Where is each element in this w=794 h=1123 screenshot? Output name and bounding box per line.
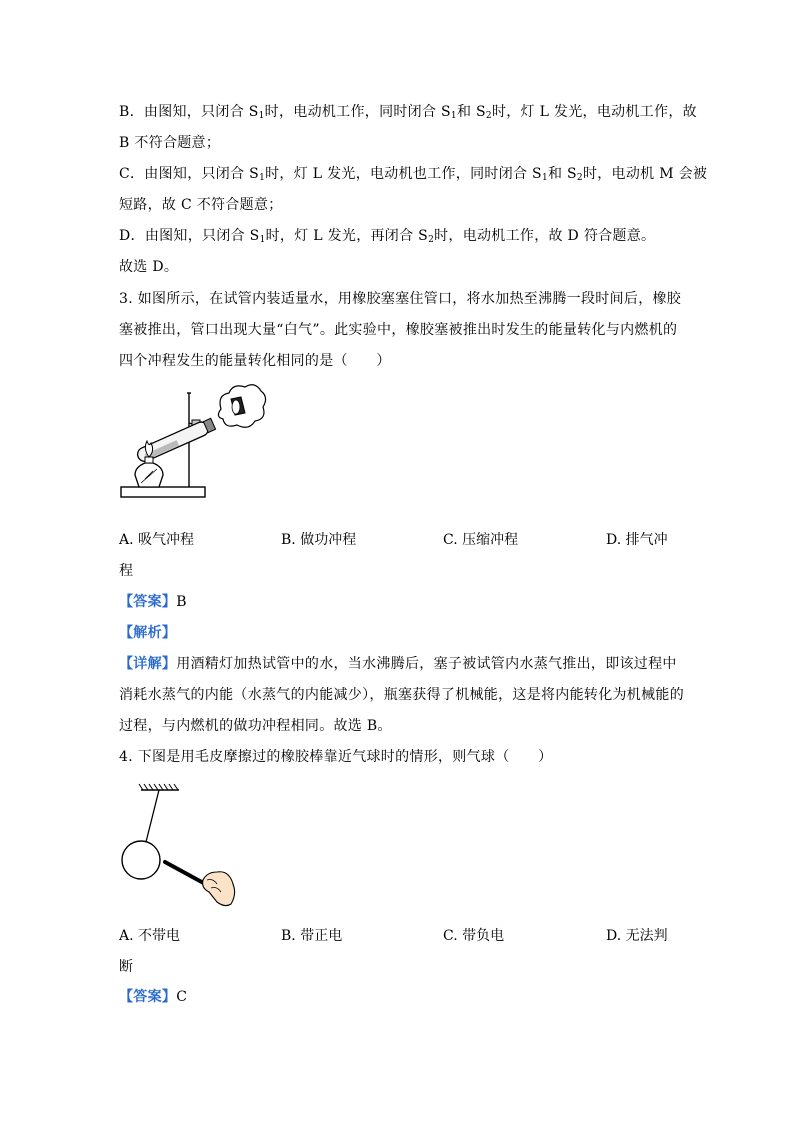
q3-option-d[interactable]: D. 排气冲 bbox=[606, 532, 668, 548]
stand-base bbox=[121, 487, 205, 497]
q3-option-a[interactable]: A. 吸气冲程 bbox=[119, 532, 195, 548]
q3-stem-line1: 3. 如图所示，在试管内装适量水，用橡胶塞塞住管口，将水加热至沸腾一段时间后，橡胶 bbox=[119, 291, 682, 307]
q3-answer bbox=[119, 592, 187, 612]
option-d-explanation-line: D．由图知，只闭合 $S_1$时，灯 L 发光，再闭合 $S_2$时，电动机工作，故 D 符合题意。 bbox=[119, 228, 656, 245]
q3-detail-line3: 过程，与内燃机的做功冲程相同。故选 B。 bbox=[119, 718, 392, 734]
q3-analysis-label: 【解析】 bbox=[119, 625, 177, 641]
q3-stem-line2: 塞被推出，管口出现大量“白气”。此实验中，橡胶塞被推出时发生的能量转化与内燃机的 bbox=[119, 322, 678, 338]
q4-option-c[interactable]: C. 带负电 bbox=[443, 928, 505, 944]
q4-option-d-wrap: 断 bbox=[119, 959, 134, 975]
option-c-explanation-line1: C．由图知，只闭合 $S_1$时，灯 L 发光，电动机也工作，同时闭合 $S_1$和 $S_2$时，电动机 M 会被 bbox=[119, 166, 708, 183]
q3-stem-line3: 四个冲程发生的能量转化相同的是（ ） bbox=[119, 353, 391, 369]
option-b-explanation-line2: B 不符合题意； bbox=[119, 135, 221, 151]
q4-option-d[interactable]: D. 无法判 bbox=[606, 928, 668, 944]
answer-label: 【答案】 bbox=[119, 594, 177, 610]
answer-value: B bbox=[176, 594, 187, 610]
balloon bbox=[122, 841, 160, 879]
q3-detail-line2: 消耗水蒸气的内能（水蒸气的内能减少），瓶塞获得了机械能，这是将内能转化为机械能的 bbox=[119, 687, 684, 703]
ceiling bbox=[139, 784, 179, 790]
answer-value: C bbox=[176, 989, 188, 1005]
option-c-explanation-line2: 短路，故 C 不符合题意； bbox=[119, 197, 283, 213]
q3-detail-line1: 【详解】用酒精灯加热试管中的水，当水沸腾后，塞子被试管内水蒸气推出，即该过程中 bbox=[119, 656, 677, 672]
q3-option-d-wrap: 程 bbox=[119, 563, 134, 579]
string bbox=[146, 790, 159, 842]
conclusion-line: 故选 D。 bbox=[119, 259, 179, 275]
q4-option-a[interactable]: A. 不带电 bbox=[119, 928, 181, 944]
detail-label: 【详解】 bbox=[119, 656, 177, 672]
test-tube-heating-figure bbox=[117, 383, 267, 519]
q3-option-b[interactable]: B. 做功冲程 bbox=[281, 532, 357, 548]
hand bbox=[203, 872, 235, 906]
answer-label: 【答案】 bbox=[119, 989, 177, 1005]
q4-option-b[interactable]: B. 带正电 bbox=[281, 928, 343, 944]
option-b-explanation-line1: B．由图知，只闭合 $S_1$时，电动机工作，同时闭合 $S_1$和 $S_2$时，灯 L 发光，电动机工作，故 bbox=[119, 104, 697, 121]
balloon-rod-figure bbox=[117, 780, 242, 912]
q4-answer bbox=[119, 987, 187, 1007]
q4-stem-line1: 4. 下图是用毛皮摩擦过的橡胶棒靠近气球时的情形，则气球（ ） bbox=[119, 749, 553, 765]
steam-cloud bbox=[218, 385, 265, 428]
q3-option-c[interactable]: C. 压缩冲程 bbox=[443, 532, 519, 548]
